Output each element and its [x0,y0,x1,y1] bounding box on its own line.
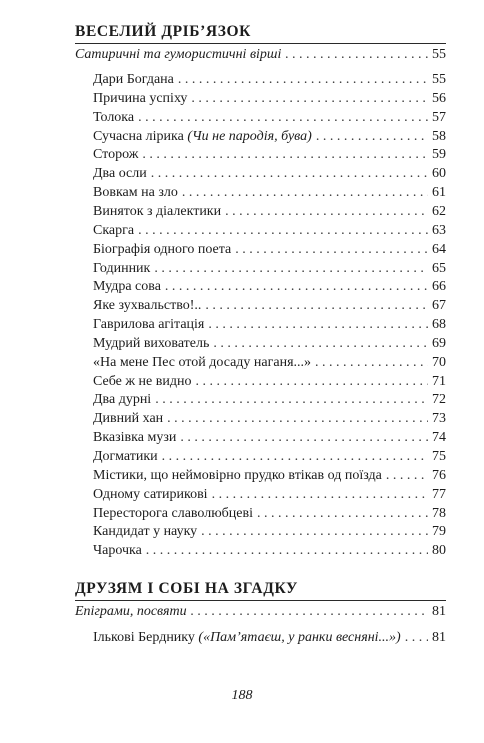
dot-leader [155,390,428,409]
entry-title-text: Ільковi Берднику [93,630,195,645]
toc-entry [93,108,446,127]
page-number: 57 [432,109,446,125]
entry-title-text: «На мене Пес отой досаду наганя...» [93,354,312,370]
entry-title [93,522,197,541]
entry-title [93,259,150,278]
page-number: 78 [432,505,446,521]
dot-leader [205,296,428,315]
page-number: 56 [432,90,446,106]
section-title: ДРУЗЯМ І СОБІ НА ЗГАДКУ [75,580,298,597]
toc-entry [93,334,446,353]
dot-leader [235,240,428,259]
dot-leader [386,466,428,485]
entry-title [93,315,204,334]
page-number: 69 [432,335,446,351]
page-number: 66 [432,279,446,295]
page-folio: 188 [231,688,253,703]
dot-leader [405,628,428,647]
section-subtitle: Епіграми, посвяти [75,604,187,619]
entry-title-text: Чарочка [93,543,142,559]
entry-title [93,504,253,523]
entry-title [93,628,401,647]
page-number: 75 [432,449,446,464]
toc-entry [93,127,446,146]
entry-title [93,409,163,428]
entry-title-text: Мудрий вихователь [93,335,210,351]
toc-entry [93,447,446,466]
dot-leader [138,108,428,127]
toc-entry [93,428,446,447]
page-number: 79 [432,524,446,540]
entry-title [93,127,312,146]
section-title: ВЕСЕЛИЙ ДРІБ’ЯЗОК [75,23,251,40]
entry-title [93,277,161,296]
page-number: 81 [432,630,446,645]
section-subtitle-row [75,45,446,64]
entry-title [93,353,311,372]
page-number: 81 [432,604,446,619]
page-number: 62 [432,203,446,219]
entry-title [93,372,191,391]
toc-entry [93,202,446,221]
entry-title-text: Гаврилова агітація [93,317,205,333]
page-number: 76 [432,467,446,483]
toc-entry [93,240,446,259]
page-number: 71 [432,373,446,389]
entry-title-text: Скарга [93,222,135,238]
entry-title-text: Себе ж не видно [93,373,192,389]
toc-entry [93,221,446,240]
dot-leader [167,409,428,428]
dot-leader [180,428,428,447]
dot-leader [138,221,428,240]
page-number: 70 [432,354,446,370]
toc-entry [93,409,446,428]
section-rule [75,43,446,44]
entry-title [93,296,201,315]
entry-title-text: Дивний хан [93,411,164,427]
entry-title [93,240,231,259]
page-number: 72 [432,392,446,408]
dot-leader [315,353,428,372]
page-number: 61 [432,185,446,201]
entry-title [93,334,209,353]
entry-title-text: Одному сатирикові [93,486,208,502]
entry-title-text: Два дурні [93,392,152,408]
dot-leader [225,202,428,221]
entry-title [93,541,142,560]
dot-leader [178,70,428,89]
toc-entry [93,628,446,647]
dot-leader [285,45,428,64]
entry-title-text: Сучасна лірика [93,128,184,144]
entry-title-text: Містики, що неймовірно прудко втікав од поїзда [93,467,382,483]
entry-title [93,466,382,485]
dot-leader [195,372,428,391]
section-rule [75,600,446,601]
entry-title-text: Сторож [93,147,139,163]
page-number: 67 [432,298,446,314]
dot-leader [162,447,428,466]
entry-title-text: Кандидат у науку [93,524,198,540]
dot-leader [146,541,428,560]
entry-title-text: Яке зухвальство!.. [93,298,202,314]
entry-title [93,164,147,183]
page-number: 68 [432,317,446,333]
toc-entry [93,541,446,560]
entry-title-text: Догматики [93,449,158,464]
dot-leader [201,522,428,541]
entry-note: («Пам’ятаєш, у ранки весняні...») [198,630,401,645]
entry-title [93,221,134,240]
dot-leader [191,89,428,108]
entry-title [93,202,221,221]
page-number: 58 [432,128,446,144]
toc-entry [93,485,446,504]
entry-title-text: Годинник [93,260,151,276]
dot-leader [191,602,428,621]
entry-title-text: Вказівка музи [93,430,177,446]
toc-entry [93,70,446,89]
toc-entry [93,353,446,372]
toc-entry [93,259,446,278]
dot-leader [154,259,428,278]
entry-title [93,390,151,409]
dot-leader [165,277,428,296]
entry-note: (Чи не пародія, бува) [187,128,312,144]
toc-entry [93,164,446,183]
toc-entry [93,183,446,202]
toc-entry [93,145,446,164]
toc-entry [93,522,446,541]
page-number: 73 [432,411,446,427]
entry-title [93,183,178,202]
dot-leader [182,183,428,202]
dot-leader [142,145,428,164]
entry-title [93,89,187,108]
page-number: 55 [432,72,446,87]
page-number: 65 [432,260,446,276]
entry-title [93,447,158,466]
toc-entry [93,504,446,523]
dot-leader [316,127,428,146]
page-number: 77 [432,486,446,502]
toc-entry [93,296,446,315]
dot-leader [208,315,428,334]
dot-leader [213,334,428,353]
toc-entry [93,372,446,391]
entry-title [93,108,134,127]
toc-entry [93,277,446,296]
toc-entry [93,89,446,108]
entry-title [93,485,208,504]
entry-title-text: Пересторога славолюбцеві [93,505,254,521]
toc-entry [93,390,446,409]
section-subtitle-row [75,602,446,621]
toc-entry [93,466,446,485]
entry-title-text: Виняток з діалектики [93,203,222,219]
entry-title-text: Дари Богдана [93,72,174,87]
entry-title-text: Біографія одного поета [93,241,232,257]
entry-title-text: Мудра сова [93,279,161,295]
section-subtitle: Сатиричні та гумористичні вірші [75,47,282,62]
dot-leader [151,164,428,183]
page-number: 80 [432,543,446,559]
entry-title [93,70,174,89]
page-number: 64 [432,241,446,257]
entry-title-text: Два осли [93,166,147,182]
page-number: 59 [432,147,446,163]
page-number: 60 [432,166,446,182]
page-number: 63 [432,222,446,238]
entry-title [93,428,176,447]
entry-title-text: Толока [93,109,135,125]
entry-title [93,145,138,164]
entry-title-text: Причина успіху [93,90,188,106]
page-number: 55 [432,47,446,62]
entry-title-text: Вовкам на зло [93,185,178,201]
toc-entry [93,315,446,334]
dot-leader [212,485,428,504]
page-number: 74 [432,430,446,446]
dot-leader [257,504,428,523]
